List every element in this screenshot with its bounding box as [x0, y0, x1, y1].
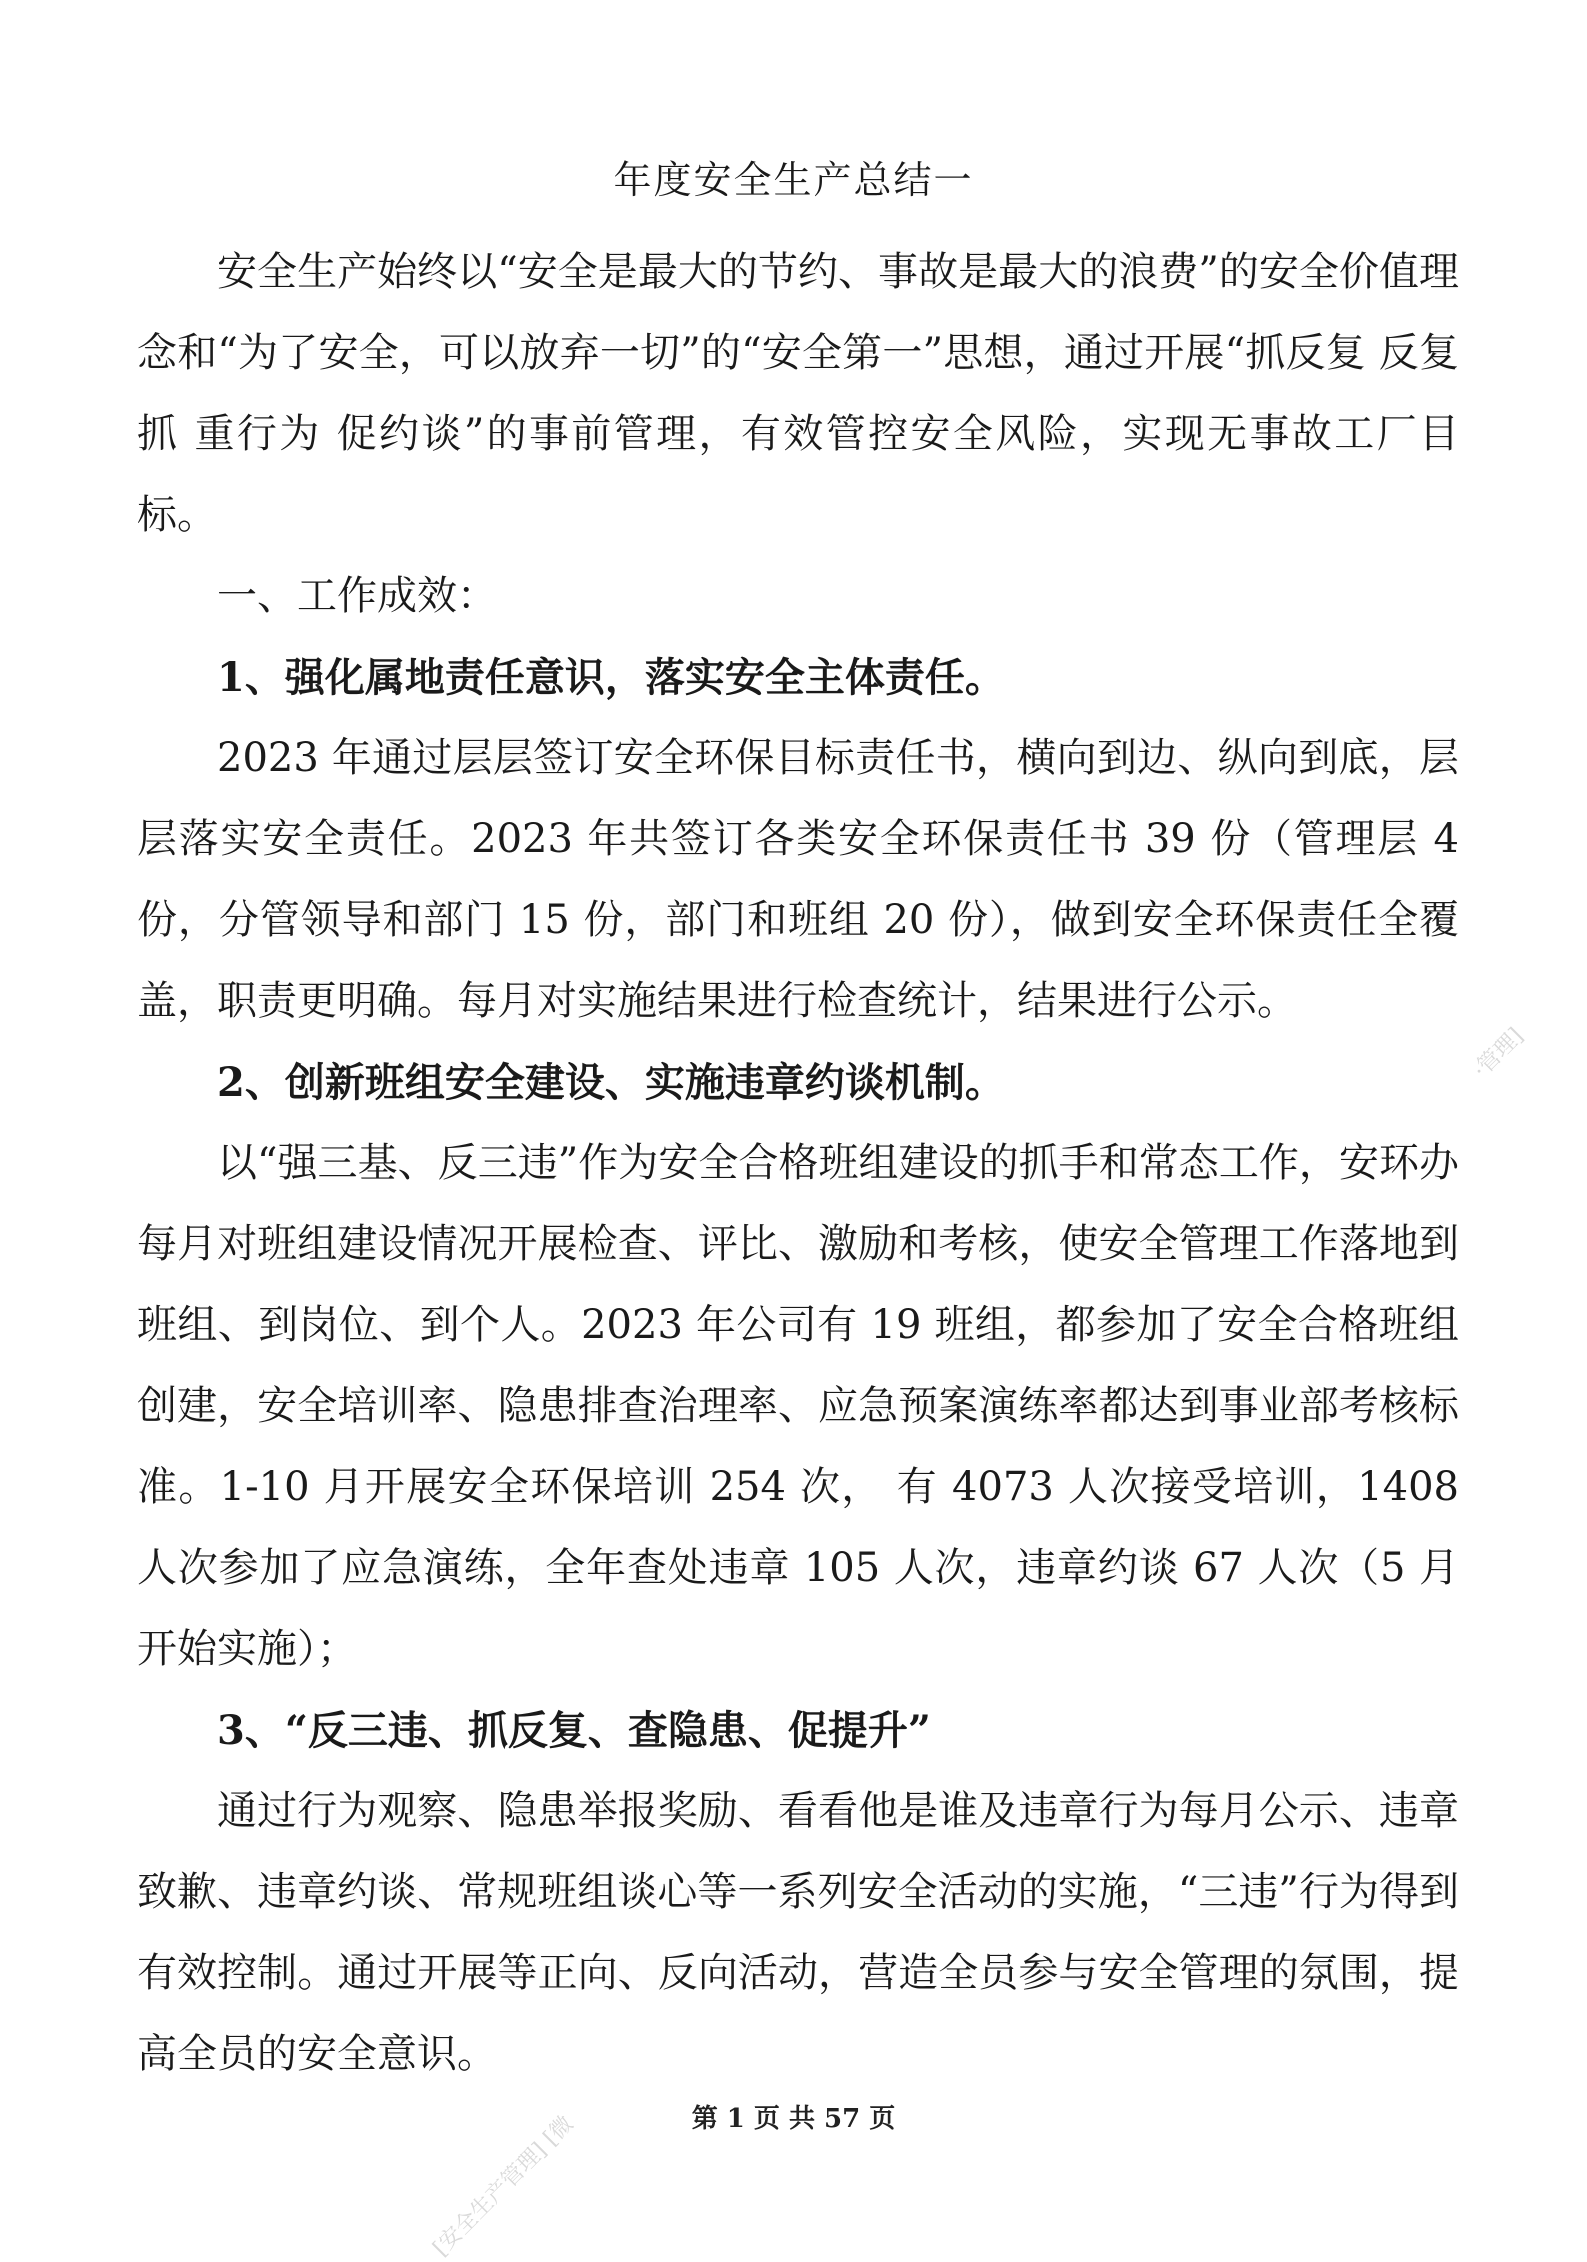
- body-paragraph-3: 通过行为观察、隐患举报奖励、看看他是谁及违章行为每月公示、违章致歉、违章约谈、常规班组谈心等一系列安全活动的实施，“三违”行为得到有效控制。通过开展等正向、反向活动，营造全员参与安全管理的氛围，提高全员的安全意识。: [137, 1788, 1459, 2077]
- section-heading-achievements: 一、工作成效：: [217, 573, 497, 619]
- body-paragraph-2: 以“强三基、反三违”作为安全合格班组建设的抓手和常态工作，安环办每月对班组建设情况开展检查、评比、激励和考核，使安全管理工作落地到班组、到岗位、到个人。2023 年公司有 19 班组，都参加了安全合格班组创建，安全培训率、隐患排查治理率、应急预案演练率都达到事业部考核标准。1-10 月开展安全环保培训 254 次， 有 4073 人次接受培训，1408 人次参加了应急演练，全年查处违章 105 人次，违章约谈 67 人次（5 月开始实施）；: [137, 1140, 1459, 1672]
- document-title: 年度安全生产总结一: [613, 158, 974, 202]
- watermark-bottom: [安全生产管理] [微: [428, 2111, 579, 2262]
- subsection-heading-1: 1、强化属地责任意识，落实安全主体责任。: [217, 654, 1005, 701]
- subsection-heading-3: 3、“反三违、抓反复、查隐患、促提升”: [217, 1707, 931, 1754]
- watermark-right: ·管理]: [1468, 1023, 1529, 1084]
- intro-paragraph: 安全生产始终以“安全是最大的节约、事故是最大的浪费”的安全价值理念和“为了安全，可以放弃一切”的“安全第一”思想，通过开展“抓反复 反复抓 重行为 促约谈”的事前管理，有效管控安全风险，实现无事故工厂目标。: [137, 249, 1459, 538]
- page-number-footer: 第 1 页 共 57 页: [691, 2104, 896, 2134]
- subsection-heading-2: 2、创新班组安全建设、实施违章约谈机制。: [217, 1059, 1005, 1106]
- body-paragraph-1: 2023 年通过层层签订安全环保目标责任书，横向到边、纵向到底，层层落实安全责任。2023 年共签订各类安全环保责任书 39 份（管理层 4 份，分管领导和部门 15 份，部门和班组 20 份），做到安全环保责任全覆盖，职责更明确。每月对实施结果进行检查统计，结果进行公示。: [137, 735, 1459, 1024]
